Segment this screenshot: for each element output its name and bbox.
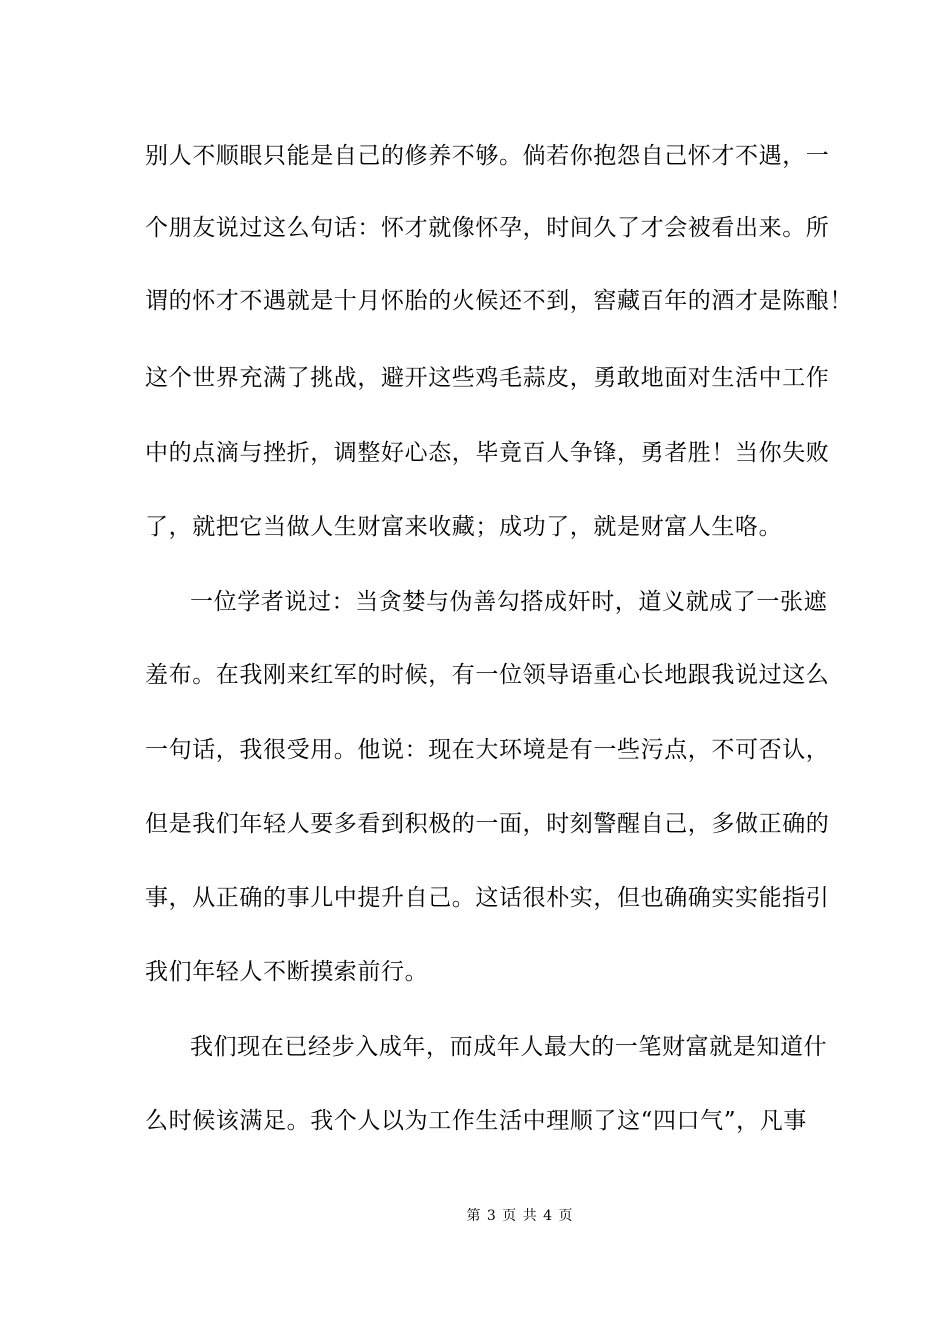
text-line: 我们年轻人不断摸索前行。 <box>145 959 429 985</box>
text-line: 事，从正确的事儿中提升自己。这话很朴实，但也确确实实能指引 <box>145 885 830 911</box>
text-line: 这个世界充满了挑战，避开这些鸡毛蒜皮，勇敢地面对生活中工作 <box>145 365 830 391</box>
text-line: 别人不顺眼只能是自己的修养不够。倘若你抱怨自己怀才不遇，一 <box>145 143 830 169</box>
text-line: 羞布。在我刚来红军的时候，有一位领导语重心长地跟我说过这么 <box>145 662 830 688</box>
text-line: 一句话，我很受用。他说：现在大环境是有一些污点，不可否认， <box>145 737 830 763</box>
paragraph-first-line: 一位学者说过：当贪婪与伪善勾搭成奸时，道义就成了一张遮 <box>190 589 828 615</box>
text-line: 了，就把它当做人生财富来收藏；成功了，就是财富人生咯。 <box>145 514 783 540</box>
text-line: 中的点滴与挫折，调整好心态，毕竟百人争锋，勇者胜！当你失败 <box>145 440 830 466</box>
text-line: 谓的怀才不遇就是十月怀胎的火候还不到，窖藏百年的酒才是陈酿！ <box>145 288 853 314</box>
text-line: 么时候该满足。我个人以为工作生活中理顺了这“四口气”，凡事 <box>145 1108 807 1134</box>
text-line: 但是我们年轻人要多看到积极的一面，时刻警醒自己，多做正确的 <box>145 811 830 837</box>
page-number-footer: 第 3 页 共 4 页 <box>466 1208 574 1224</box>
text-line: 个朋友说过这么句话：怀才就像怀孕，时间久了才会被看出来。所 <box>145 215 830 241</box>
paragraph-first-line: 我们现在已经步入成年，而成年人最大的一笔财富就是知道什 <box>190 1034 828 1060</box>
